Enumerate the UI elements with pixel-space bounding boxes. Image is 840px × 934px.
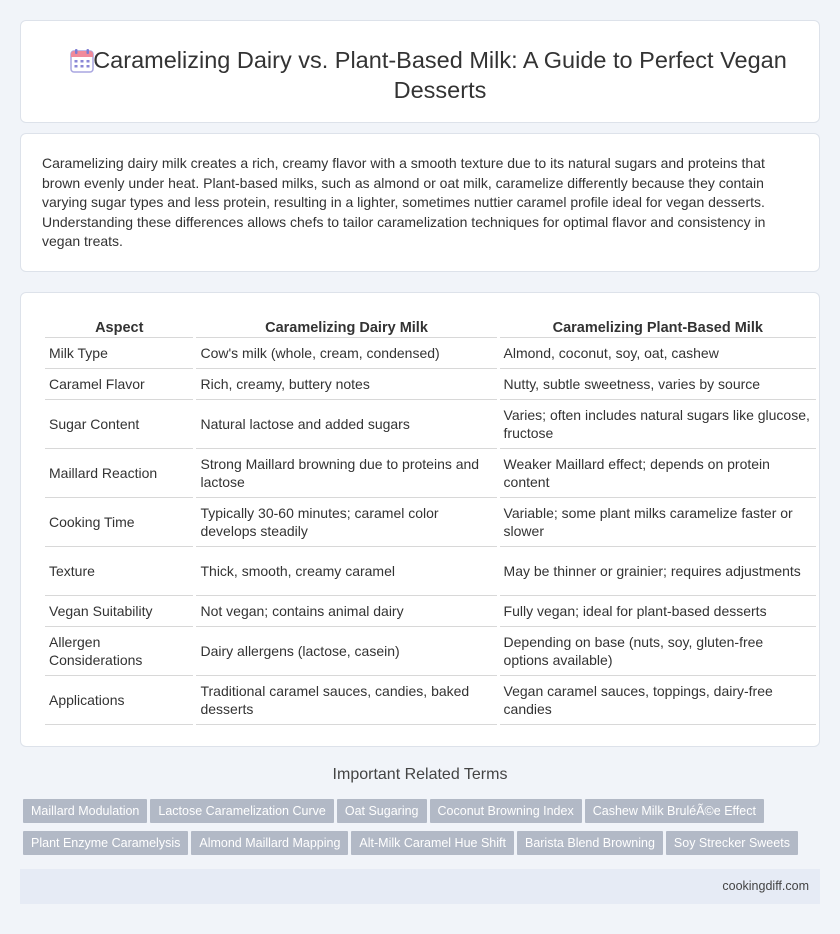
table-row [45,449,816,498]
footer-site-link[interactable]: cookingdiff.com [722,879,809,893]
table-row [45,596,816,627]
table-cell: Not vegan; contains animal dairy [196,596,496,627]
table-cell: Milk Type [45,338,193,369]
table-cell: Natural lactose and added sugars [196,400,496,449]
table-cell: Allergen Considerations [45,627,193,676]
footer [20,869,820,904]
table-row [45,498,816,547]
table-row [45,627,816,676]
table-cell: Typically 30-60 minutes; caramel color develops steadily [196,498,496,547]
table-cell: Thick, smooth, creamy caramel [196,547,496,596]
comparison-table-card [20,292,820,747]
related-term-tag[interactable]: Lactose Caramelization Curve [150,799,333,823]
comparison-table [42,316,819,725]
table-row [45,676,816,725]
header-card [20,20,820,123]
table-cell: Rich, creamy, buttery notes [196,369,496,400]
related-term-tag[interactable]: Almond Maillard Mapping [191,831,348,855]
table-cell: Caramel Flavor [45,369,193,400]
column-header-aspect: Aspect [45,316,193,338]
related-terms-title: Important Related Terms [332,766,508,783]
table-cell: Fully vegan; ideal for plant-based desserts [500,596,816,627]
intro-card [20,133,820,272]
table-cell: Weaker Maillard effect; depends on protein content [500,449,816,498]
table-row [45,547,816,596]
table-cell: Vegan caramel sauces, toppings, dairy-free candies [500,676,816,725]
column-header-dairy: Caramelizing Dairy Milk [196,316,496,338]
table-cell: Dairy allergens (lactose, casein) [196,627,496,676]
related-term-tag[interactable]: Soy Strecker Sweets [666,831,798,855]
table-cell: Cooking Time [45,498,193,547]
related-term-tag[interactable]: Cashew Milk BruléÃ©e Effect [585,799,764,823]
table-cell: Almond, coconut, soy, oat, cashew [500,338,816,369]
table-cell: Cow's milk (whole, cream, condensed) [196,338,496,369]
table-cell: Nutty, subtle sweetness, varies by source [500,369,816,400]
table-cell: Variable; some plant milks caramelize faster or slower [500,498,816,547]
related-term-tag[interactable]: Coconut Browning Index [430,799,582,823]
table-cell: Sugar Content [45,400,193,449]
related-term-tag[interactable]: Plant Enzyme Caramelysis [23,831,188,855]
intro-paragraph: Caramelizing dairy milk creates a rich, creamy flavor with a smooth texture due to its natural sugars and proteins that brown evenly under heat. Plant-based milks, such as almond or oat milk, caramelize differently because they contain varying sugar types and less protein, resulting in a lighter, sometimes nuttier caramel profile ideal for vegan desserts. Understanding these differences allows chefs to tailor caramelization techniques for optimal flavor and consistency in vegan treats. [42,155,766,250]
table-cell: Maillard Reaction [45,449,193,498]
table-cell: Vegan Suitability [45,596,193,627]
related-term-tag[interactable]: Alt-Milk Caramel Hue Shift [351,831,514,855]
table-cell: May be thinner or grainier; requires adjustments [500,547,816,596]
table-cell: Strong Maillard browning due to proteins and lactose [196,449,496,498]
column-header-plant: Caramelizing Plant-Based Milk [500,316,816,338]
table-cell: Depending on base (nuts, soy, gluten-free options available) [500,627,816,676]
table-cell: Varies; often includes natural sugars like glucose, fructose [500,400,816,449]
table-cell: Applications [45,676,193,725]
table-cell: Traditional caramel sauces, candies, baked desserts [196,676,496,725]
related-term-tag[interactable]: Maillard Modulation [23,799,147,823]
table-row [45,400,816,449]
table-row [45,369,816,400]
related-term-tag[interactable]: Oat Sugaring [337,799,427,823]
table-cell: Texture [45,547,193,596]
page-title: Caramelizing Dairy vs. Plant-Based Milk: A Guide to Perfect Vegan Desserts [93,47,787,103]
related-terms-row-1 [23,799,823,831]
table-row [45,338,816,369]
related-term-tag[interactable]: Barista Blend Browning [517,831,663,855]
related-terms-row-2 [23,831,823,863]
